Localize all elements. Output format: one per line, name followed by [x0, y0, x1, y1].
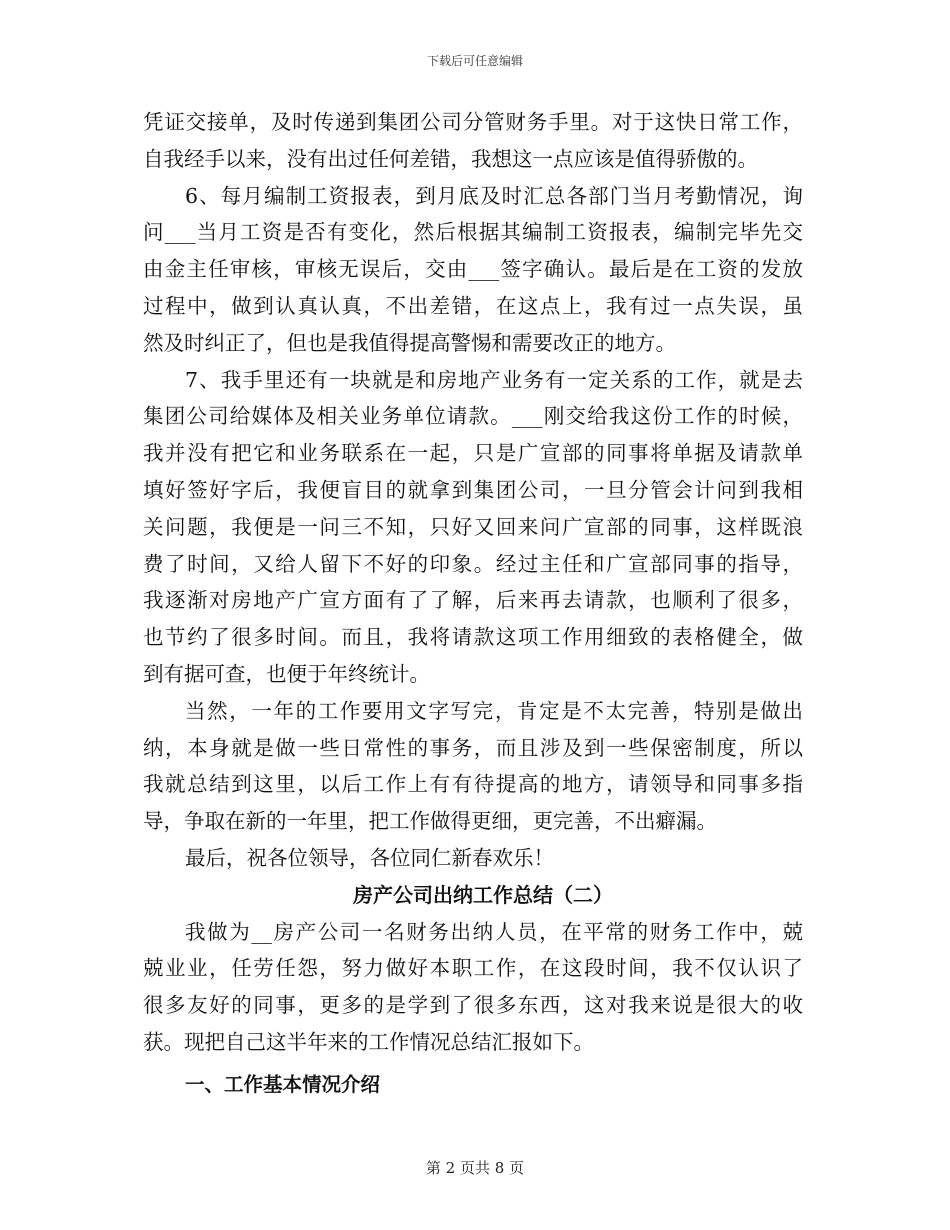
paragraph-continuation	[143, 104, 803, 178]
paragraph-conclusion	[143, 693, 803, 840]
text-line: 然及时纠正了，但也是我值得提高警惕和需要改正的地方。	[143, 330, 676, 355]
text-line: 我并没有把它和业务联系在一起，只是广宣部的同事将单据及请款单	[143, 441, 803, 466]
section-title: 房产公司出纳工作总结（二）	[353, 882, 613, 907]
text-line: 获。现把自己这半年来的工作情况总结汇报如下。	[143, 1029, 594, 1054]
page-footer: 第 2 页共 8 页	[425, 1159, 525, 1177]
text-line: 导，争取在新的一年里，把工作做得更细，更完善，不出癖漏。	[143, 809, 717, 834]
text-line: 自我经手以来，没有出过任何差错，我想这一点应该是值得骄傲的。	[143, 146, 758, 171]
text-line: 过程中，做到认真认真，不出差错，在这点上，我有过一点失误，虽	[143, 293, 803, 318]
document-body	[143, 104, 803, 1104]
text-line: 兢业业，任劳任怨，努力做好本职工作，在这段时间，我不仅认识了	[143, 956, 803, 981]
text-line: 当然，一年的工作要用文字写完，肯定是不太完善，特别是做出	[185, 698, 803, 723]
paragraph-item-7	[143, 362, 803, 693]
subheading: 一、工作基本情况介绍	[185, 1072, 381, 1096]
text-line: 到有据可查，也便于年终统计。	[143, 661, 430, 686]
text-line: 7、我手里还有一块就是和房地产业务有一定关系的工作，就是去	[185, 367, 803, 392]
text-line: 凭证交接单，及时传递到集团公司分管财务手里。对于这快日常工作，	[143, 110, 803, 134]
paragraph-intro	[143, 914, 803, 1061]
text-line: 我做为__房产公司一名财务出纳人员，在平常的财务工作中，兢	[185, 919, 803, 944]
text-line: 也节约了很多时间。而且，我将请款这项工作用细致的表格健全，做	[143, 625, 803, 650]
paragraph-item-6	[143, 178, 803, 362]
text-line: 6、每月编制工资报表，到月底及时汇总各部门当月考勤情况，询	[185, 183, 803, 208]
text-line: 填好签好字后，我便盲目的就拿到集团公司，一旦分管会计问到我相	[143, 477, 803, 502]
text-line: 费了时间，又给人留下不好的印象。经过主任和广宣部同事的指导，	[143, 551, 803, 576]
text-line: 很多友好的同事，更多的是学到了很多东西，这对我来说是很大的收	[143, 993, 803, 1018]
paragraph-greeting	[143, 840, 803, 877]
text-line: 集团公司给媒体及相关业务单位请款。___刚交给我这份工作的时候，	[143, 404, 803, 429]
text-line: 关问题，我便是一问三不知，只好又回来问广宣部的同事，这样既浪	[143, 514, 803, 539]
text-line: 我就总结到这里，以后工作上有有待提高的地方，请领导和同事多指	[143, 772, 803, 797]
text-line: 我逐渐对房地产广宣方面有了了解，后来再去请款，也顺利了很多，	[143, 588, 803, 613]
page-header: 下载后可任意编辑	[426, 54, 523, 68]
text-line: 纳，本身就是做一些日常性的事务，而且涉及到一些保密制度，所以	[143, 735, 803, 760]
text-line: 最后，祝各位领导，各位同仁新春欢乐！	[185, 845, 554, 870]
text-line: 问___当月工资是否有变化，然后根据其编制工资报表，编制完毕先交	[143, 220, 803, 245]
text-line: 由金主任审核，审核无误后，交由___签字确认。最后是在工资的发放	[143, 257, 803, 282]
